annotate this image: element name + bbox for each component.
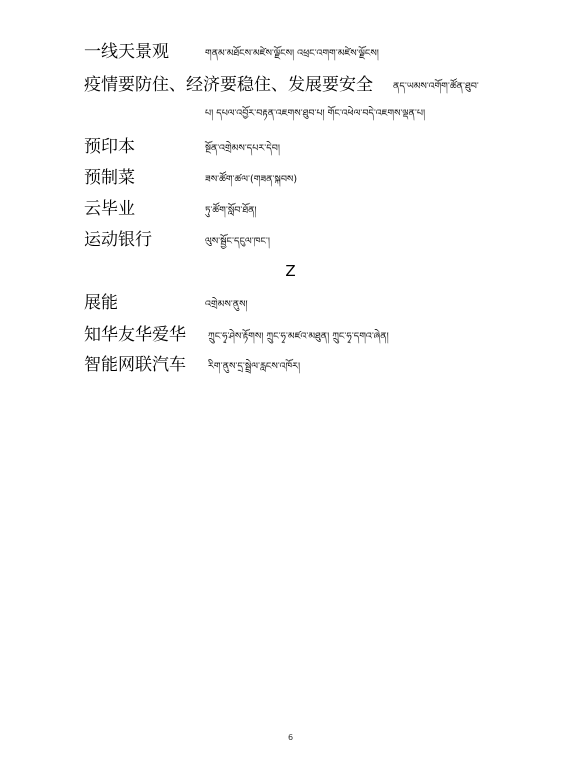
term-zh: 展能 [84, 293, 118, 313]
term-zh: 疫情要防住、经济要稳住、发展要安全 [84, 75, 373, 95]
term-bo: ལུས་སྦྱོང་དངུལ་ཁང་། [205, 236, 270, 247]
term-zh: 预制菜 [84, 168, 135, 188]
term-bo: ཀྲུང་ཧྭ་ཤེས་རྟོགས། ཀྲུང་ཧྭ་མཛའ་མཐུན། ཀྲུང་ཧྭ་དགའ་ཞེན། [208, 331, 389, 342]
term-bo: ཟས་ཚོག་ཚལ་(གཟན་སྐབས) [205, 174, 298, 185]
page-number: 6 [287, 733, 294, 742]
term-bo: སྔོན་འགྲེམས་དཔར་དེབ། [205, 143, 280, 154]
term-bo-continued: པ། དཔལ་འབྱོར་བརྟན་འཇགས་ཐུབ་པ། གོང་འཕེལ་བདེ་འཇགས་ལྡན་པ། [205, 108, 426, 119]
term-bo: འགྲེམས་ནུས། [205, 299, 248, 310]
term-bo: ཏུ་ཚོག་སློབ་ཐོན། [205, 205, 257, 216]
term-zh: 预印本 [84, 137, 135, 157]
term-bo: ནད་ཡམས་འགོག་ཚོན་ཐུབ་ [393, 81, 479, 92]
term-zh: 知华友华爱华 [84, 325, 186, 345]
section-letter: Z [285, 262, 296, 280]
term-zh: 运动银行 [84, 230, 152, 250]
term-zh: 云毕业 [84, 199, 135, 219]
term-bo: རིག་ནུས་དྲ་སྦྲེལ་རླངས་འཁོར། [208, 361, 301, 372]
term-zh: 一线天景观 [84, 42, 169, 62]
term-zh: 智能网联汽车 [84, 355, 186, 375]
term-bo: གནམ་མཐོངས་མཛེས་ལྗོངས། འཕྲང་འགག་མཛེས་ལྗོངས། [205, 48, 379, 59]
